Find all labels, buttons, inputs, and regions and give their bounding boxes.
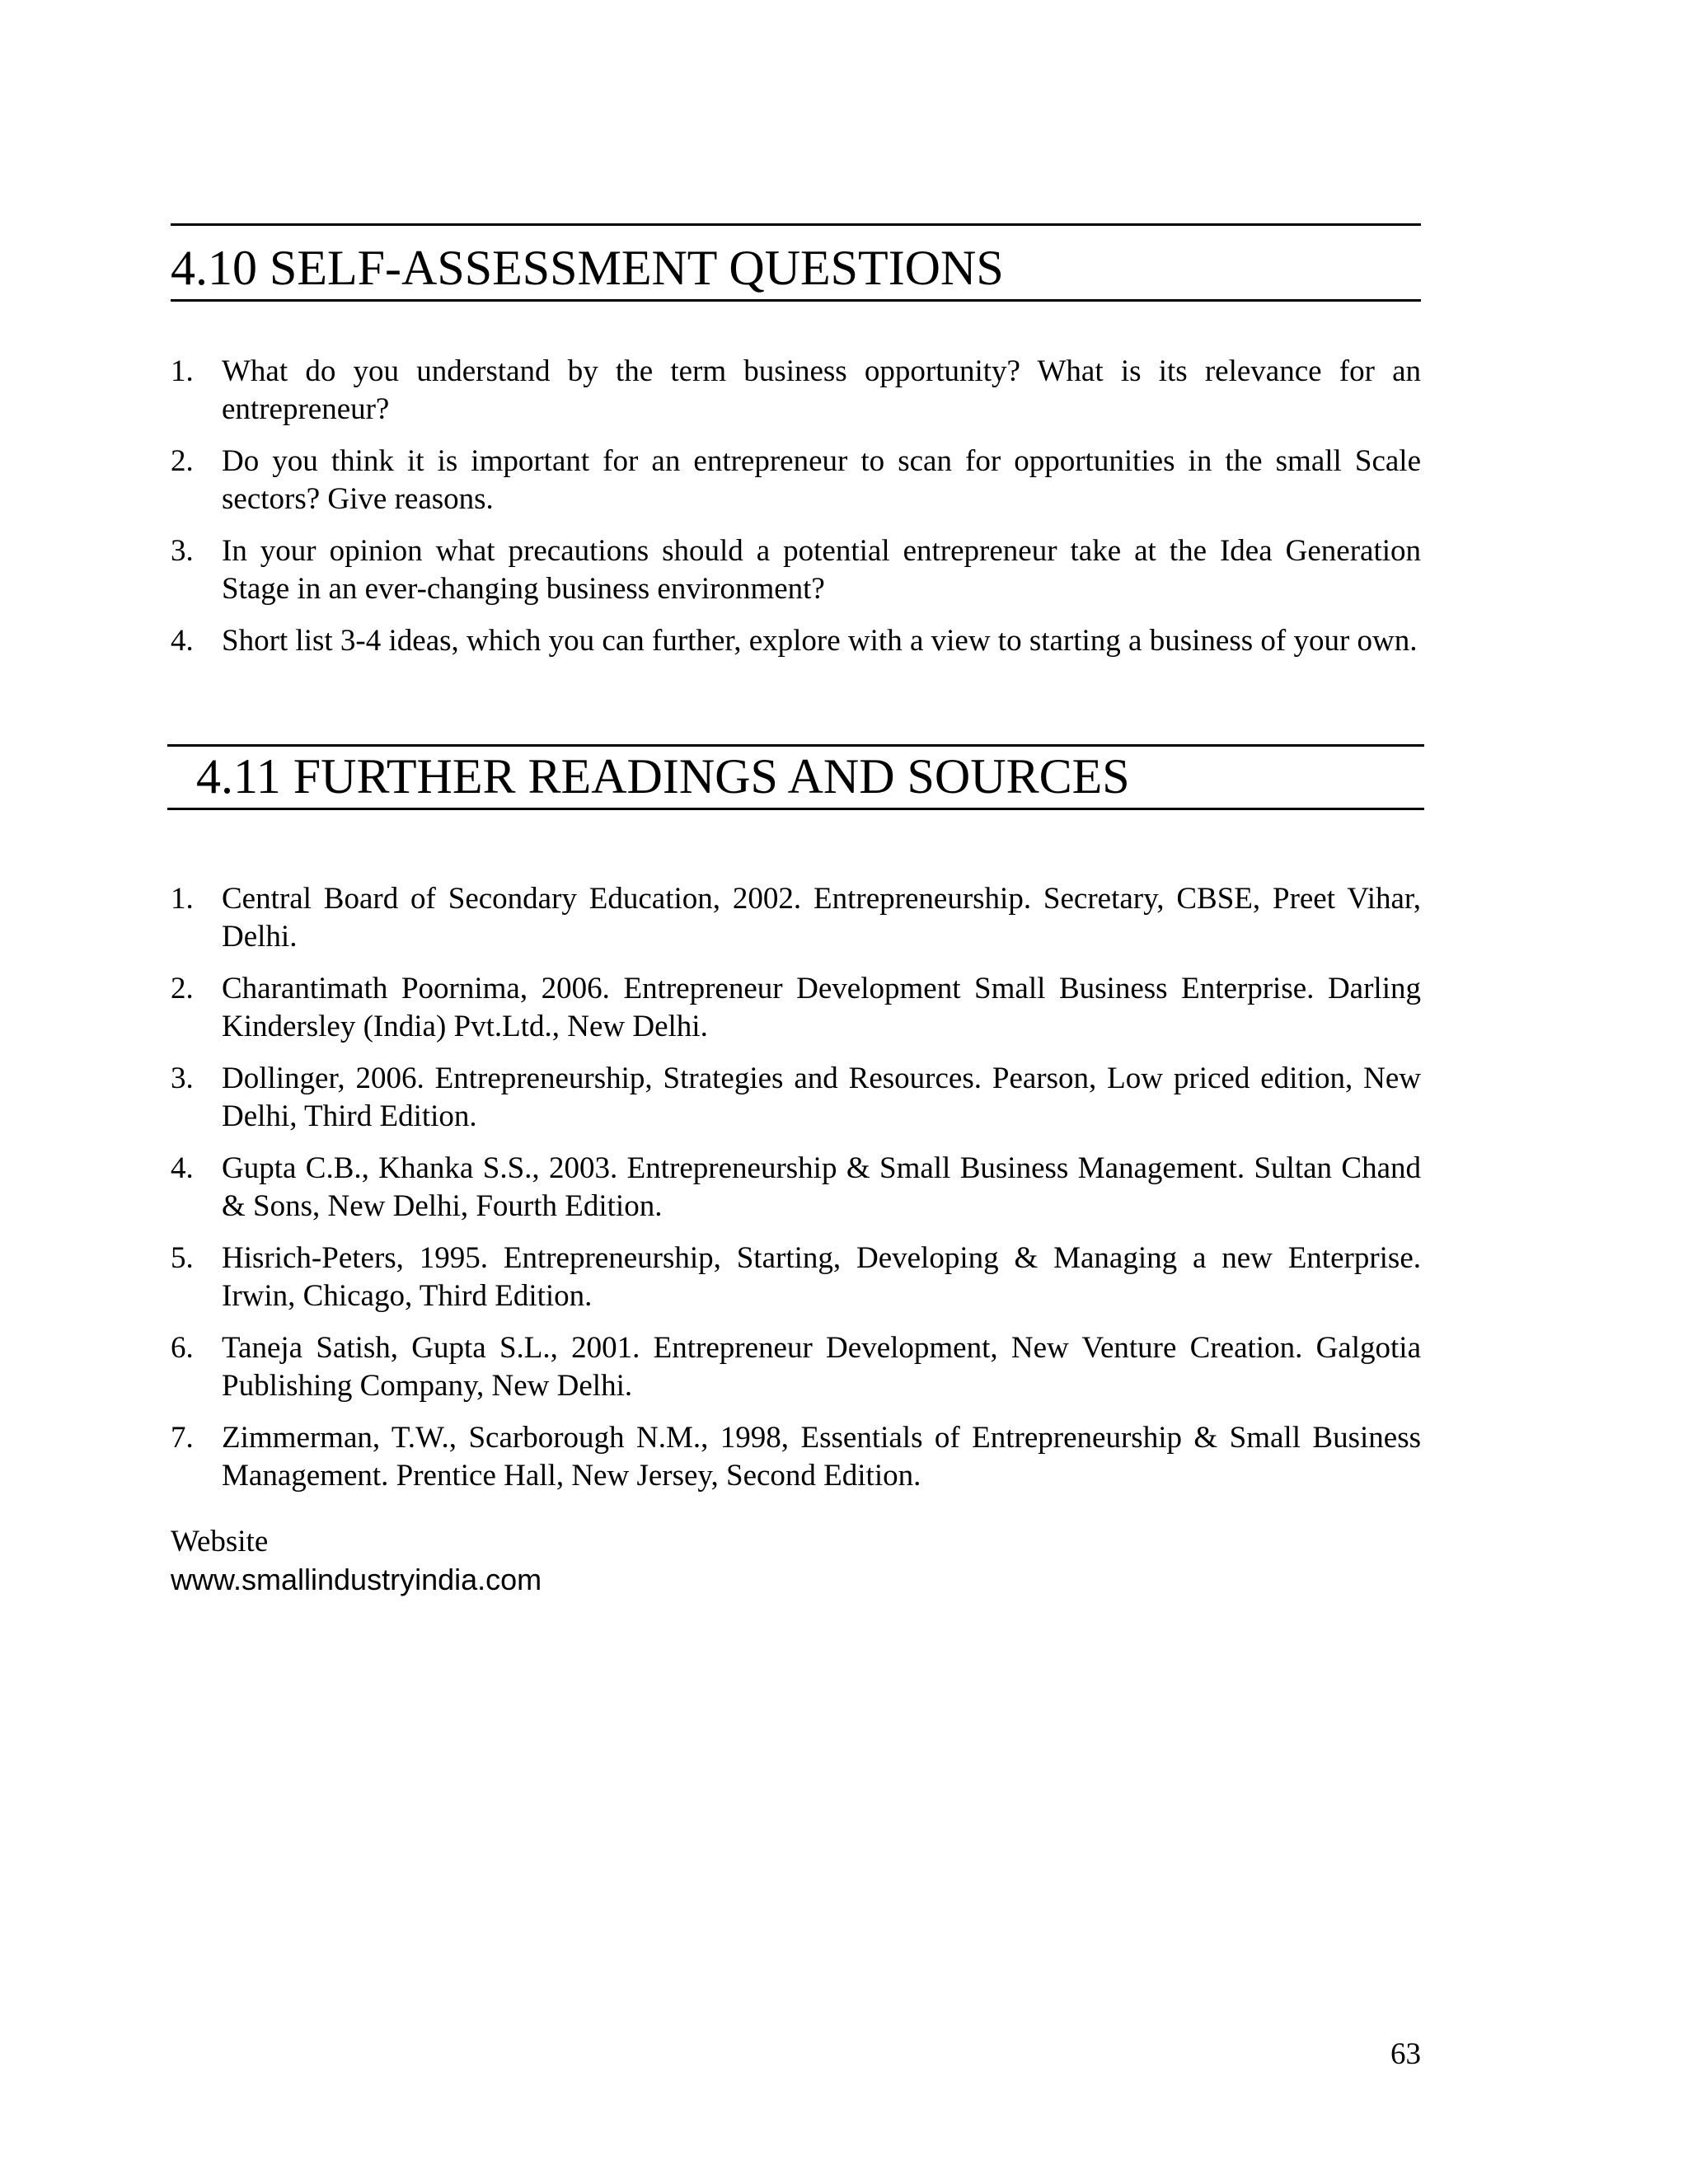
heading-bottom-rule — [167, 808, 1424, 810]
website-label: Website — [171, 1525, 269, 1558]
question-item — [171, 622, 1421, 660]
question-number: 3. — [171, 534, 194, 568]
further-readings-list — [171, 880, 1421, 1495]
question-number: 2. — [171, 444, 194, 478]
reading-item — [171, 1060, 1421, 1136]
reading-item — [171, 970, 1421, 1046]
section-heading-further-readings: 4.11 FURTHER READINGS AND SOURCES — [196, 749, 1130, 804]
reading-item — [171, 880, 1421, 956]
reading-item — [171, 1419, 1421, 1495]
reading-number: 3. — [171, 1062, 194, 1095]
reading-text: Zimmerman, T.W., Scarborough N.M., 1998, Essentials of Entrepreneurship & Small Business Management. Prentice Hall, New Jersey, Second Edition. — [222, 1421, 1421, 1493]
reading-text: Central Board of Secondary Education, 2002. Entrepreneurship. Secretary, CBSE, Preet Vihar, Delhi. — [222, 882, 1421, 954]
reading-text: Gupta C.B., Khanka S.S., 2003. Entrepreneurship & Small Business Management. Sultan Chand & Sons, New Delhi, Fourth Edition. — [222, 1151, 1421, 1223]
section-heading-self-assessment: 4.10 SELF-ASSESSMENT QUESTIONS — [171, 241, 1004, 295]
question-item — [171, 443, 1421, 518]
reading-item — [171, 1150, 1421, 1226]
website-url: www.smallindustryindia.com — [171, 1563, 542, 1596]
question-item — [171, 532, 1421, 608]
reading-text: Charantimath Poornima, 2006. Entrepreneur Development Small Business Enterprise. Darling Kindersley (India) Pvt.Ltd., New Delhi. — [222, 972, 1421, 1043]
question-text: Short list 3-4 ideas, which you can further, explore with a view to starting a business of your own. — [222, 624, 1418, 658]
reading-number: 7. — [171, 1421, 194, 1455]
heading-top-rule — [167, 744, 1424, 747]
reading-text: Dollinger, 2006. Entrepreneurship, Strategies and Resources. Pearson, Low priced edition, New Delhi, Third Edition. — [222, 1062, 1421, 1133]
reading-number: 4. — [171, 1151, 194, 1185]
question-number: 4. — [171, 624, 194, 658]
reading-number: 5. — [171, 1241, 194, 1275]
question-text: What do you understand by the term business opportunity? What is its relevance for an entrepreneur? — [222, 354, 1421, 426]
reading-number: 6. — [171, 1331, 194, 1365]
heading-top-rule — [171, 223, 1421, 226]
question-item — [171, 353, 1421, 429]
reading-item — [171, 1240, 1421, 1315]
reading-number: 2. — [171, 972, 194, 1005]
reading-item — [171, 1329, 1421, 1405]
heading-bottom-rule — [171, 299, 1421, 302]
page-number: 63 — [1390, 2037, 1421, 2071]
reading-text: Taneja Satish, Gupta S.L., 2001. Entrepreneur Development, New Venture Creation. Galgotia Publishing Company, New Delhi. — [222, 1331, 1421, 1403]
reading-number: 1. — [171, 882, 194, 916]
reading-text: Hisrich-Peters, 1995. Entrepreneurship, Starting, Developing & Managing a new Enterprise. Irwin, Chicago, Third Edition. — [222, 1241, 1421, 1313]
question-text: In your opinion what precautions should a potential entrepreneur take at the Idea Generation Stage in an ever-changing business environment? — [222, 534, 1421, 606]
question-text: Do you think it is important for an entrepreneur to scan for opportunities in the small Scale sectors? Give reasons. — [222, 444, 1421, 516]
question-number: 1. — [171, 354, 194, 388]
self-assessment-question-list — [171, 353, 1421, 660]
